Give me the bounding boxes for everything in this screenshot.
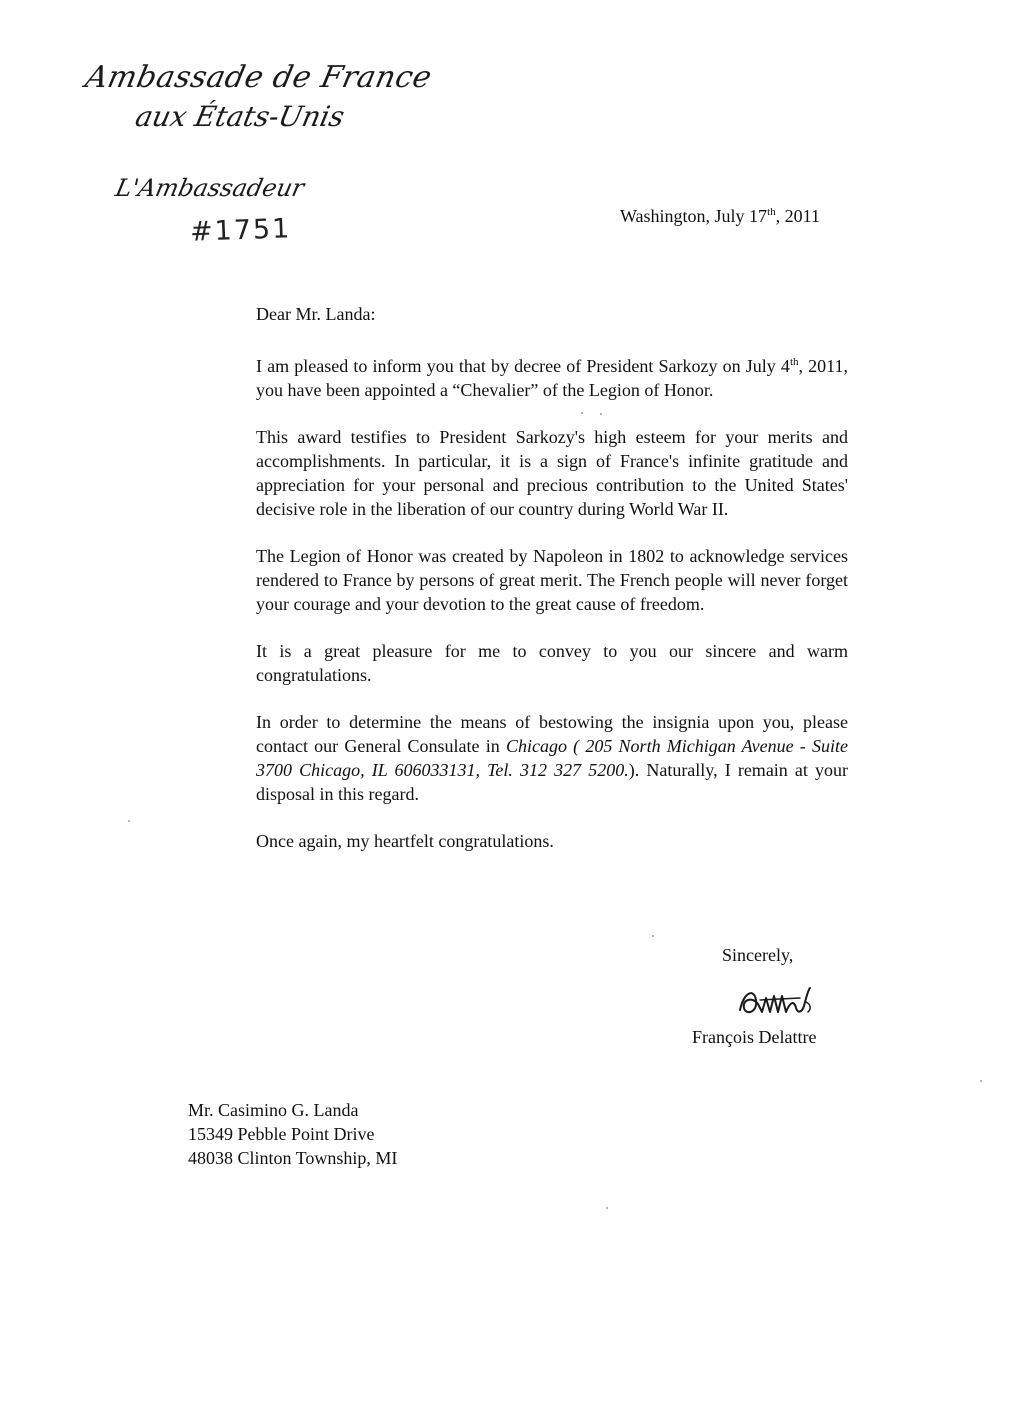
paragraph-award: This award testifies to President Sarkozy's high esteem for your merits and accomplishments. In particular, it is a sign of France's infinite gratitude and appreciation for your personal and precious contribution to the United States' decisive role in the liberation of our country during World War II. [256, 427, 848, 519]
salutation: Dear Mr. Landa: [256, 304, 376, 324]
scan-speck [606, 1207, 608, 1209]
letterhead-embassy-name: Ambassade de France [82, 60, 436, 95]
scan-speck [128, 820, 130, 822]
paragraph-consulate-contact [256, 710, 848, 806]
paragraph-appointment-ordinal: th [789, 356, 799, 368]
scan-speck [581, 412, 583, 414]
scan-speck [652, 935, 654, 937]
signer-name: François Delattre [692, 1027, 817, 1047]
scan-speck [600, 413, 602, 415]
paragraph-final: Once again, my heartfelt congratulations. [256, 831, 554, 851]
recipient-city: 48038 Clinton Township, MI [188, 1148, 398, 1168]
consulate-address: Chicago ( 205 North Michigan Avenue - Suite 3700 Chicago, IL 606033131, Tel. 312 327 5200. [256, 736, 849, 780]
scan-speck [980, 1080, 982, 1082]
recipient-address [188, 1098, 397, 1170]
reference-number: #1751 [189, 213, 292, 248]
letterhead-country: aux États-Unis [132, 100, 348, 133]
date-year: , 2011 [775, 206, 820, 226]
paragraph-consulate-a: In order to determine the means of bestowing the insignia upon you, please contact our General Consulate in [256, 712, 848, 756]
paragraph-appointment-b: , 2011, you have been appointed a “Chevalier” of the Legion of Honor. [256, 356, 848, 400]
paragraph-congratulations: It is a great pleasure for me to convey to you our sincere and warm congratulations. [256, 641, 848, 685]
paragraph-legion-history: The Legion of Honor was created by Napoleon in 1802 to acknowledge services rendered to France by persons of great merit. The French people will never forget your courage and your devotion to the great cause of freedom. [256, 546, 848, 614]
letterhead-office: L'Ambassadeur [113, 174, 307, 202]
paragraph-appointment [256, 350, 848, 402]
letter-date [620, 206, 820, 227]
signature-mark [736, 982, 816, 1022]
recipient-street: 15349 Pebble Point Drive [188, 1124, 375, 1144]
paragraph-appointment-a: I am pleased to inform you that by decree of President Sarkozy on July 4 [256, 356, 790, 376]
date-ordinal: th [767, 206, 776, 218]
closing: Sincerely, [722, 945, 794, 965]
date-prefix: Washington, July 17 [620, 206, 768, 226]
recipient-name: Mr. Casimino G. Landa [188, 1100, 359, 1120]
paragraph-consulate-b: ). Naturally, I remain at your disposal in this regard. [256, 760, 848, 804]
letter-body [256, 302, 848, 876]
